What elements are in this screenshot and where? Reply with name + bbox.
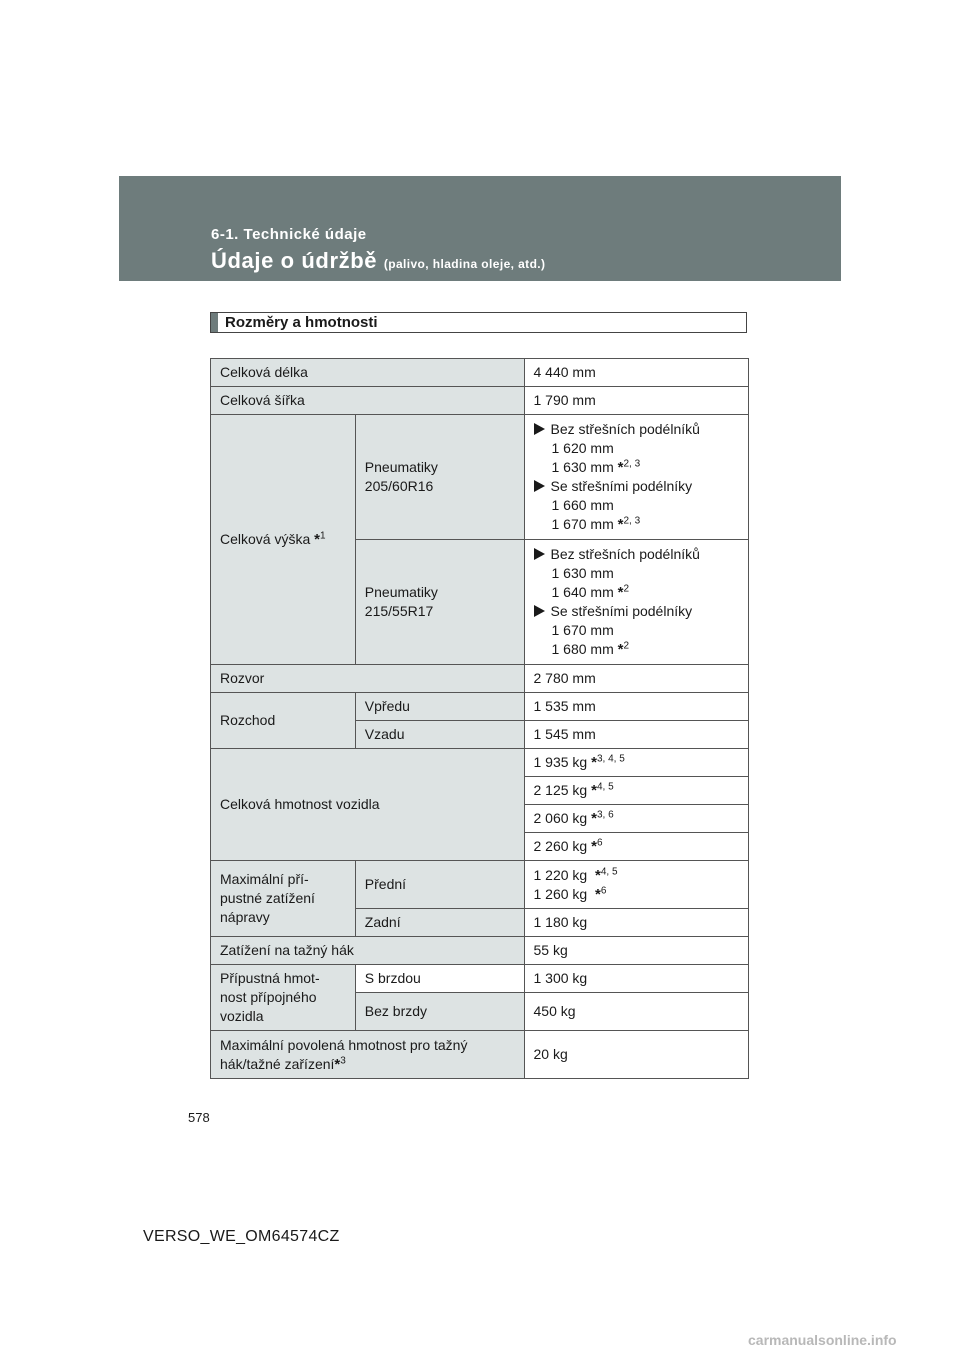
table-row [211, 1031, 749, 1079]
row-value: 2 060 kg *$^{3, 6}$ [524, 805, 749, 833]
list-item: Se střešními podélníky [534, 477, 740, 496]
footnote-star: * [314, 531, 320, 548]
tire-label [355, 415, 524, 540]
row-label: Přípustná hmot- nost přípojného vozidla [211, 965, 356, 1031]
tire-label-line: 205/60R16 [364, 478, 434, 494]
list-item: Se střešními podélníky [534, 602, 740, 621]
row-value: 1 300 kg [524, 965, 749, 993]
row-value: 2 125 kg *$^{4, 5}$ [524, 777, 749, 805]
chapter-header [119, 176, 841, 281]
tire-label-line: 215/55R17 [364, 603, 434, 619]
footnote-ref: 4, 5 [596, 781, 614, 793]
row-label-height [211, 415, 356, 665]
row-value: 2 780 mm [524, 665, 749, 693]
value-line: 1 680 mm *$^2$ [551, 640, 630, 658]
height-label: Celková výška [220, 531, 311, 547]
footnote-ref: 6 [600, 884, 607, 896]
height-values [524, 540, 749, 665]
sub-label: S brzdou [355, 965, 524, 993]
table-row [211, 937, 749, 965]
tire-label-line: Pneumatiky [364, 459, 438, 475]
row-label: Celková hmotnost vozidla [211, 749, 525, 861]
document-code: VERSO_WE_OM64574CZ [143, 1228, 340, 1245]
triangle-bullet-icon [534, 605, 545, 617]
table-row [211, 359, 749, 387]
row-value: 2 260 kg *$^6$ [524, 833, 749, 861]
footnote-ref: 4, 5 [600, 865, 618, 877]
footnote-star: * [617, 459, 624, 476]
sub-label: Vpředu [355, 693, 524, 721]
subheading-bar [211, 313, 218, 332]
row-value: 1 535 mm [524, 693, 749, 721]
row-value: 1 180 kg [524, 909, 749, 937]
row-value: 20 kg [524, 1031, 749, 1079]
table-row [211, 387, 749, 415]
row-label: Rozvor [211, 665, 525, 693]
value-line: 1 670 mm *$^{2, 3}$ [551, 515, 641, 533]
subheading-box [210, 312, 747, 333]
footnote-ref: 1 [320, 530, 326, 542]
triangle-bullet-icon [534, 548, 545, 560]
row-value: 55 kg [524, 937, 749, 965]
triangle-bullet-icon [534, 423, 545, 435]
row-value: 1 545 mm [524, 721, 749, 749]
subheading-text: Rozměry a hmotnosti [225, 314, 378, 331]
value-line: 1 630 mm [551, 565, 614, 581]
footnote-ref: 3, 6 [596, 809, 614, 821]
page-title [211, 248, 545, 274]
page-number: 578 [188, 1110, 210, 1125]
footnote-star: * [617, 584, 624, 601]
section-label: 6-1. Technické údaje [211, 226, 367, 243]
tire-label [355, 540, 524, 665]
watermark: carmanualsonline.info [748, 1332, 897, 1348]
height-values [524, 415, 749, 540]
table-row [211, 861, 749, 909]
title-main: Údaje o údržbě [211, 248, 378, 273]
value-line: 1 660 mm [551, 497, 614, 513]
sub-label: Zadní [355, 909, 524, 937]
row-label: Rozchod [211, 693, 356, 749]
footnote-ref: 6 [596, 837, 603, 849]
table-row [211, 665, 749, 693]
triangle-bullet-icon [534, 480, 545, 492]
footnote-star: * [617, 641, 624, 658]
footnote-ref: 2, 3 [623, 515, 641, 527]
footnote-star: * [591, 810, 597, 827]
row-value: 1 935 kg *$^{3, 4, 5}$ [524, 749, 749, 777]
table-row [211, 965, 749, 993]
value-line: 1 670 mm [551, 622, 614, 638]
footnote-star: * [591, 838, 597, 855]
footnote-star: * [617, 516, 624, 533]
list-item: Bez střešních podélníků [534, 420, 740, 439]
tire-label-line: Pneumatiky [364, 584, 438, 600]
sub-label: Bez brzdy [355, 993, 524, 1031]
footnote-star: * [595, 866, 601, 884]
row-label: Zatížení na tažný hák [211, 937, 525, 965]
footnote-ref: 2 [623, 583, 630, 595]
table-row [211, 693, 749, 721]
row-value: 4 440 mm [524, 359, 749, 387]
title-subtitle: (palivo, hladina oleje, atd.) [383, 257, 546, 271]
footnote-star: * [334, 1055, 341, 1073]
value-line: 1 620 mm [551, 440, 614, 456]
sub-label: Přední [355, 861, 524, 909]
table-row [211, 749, 749, 777]
sub-label: Vzadu [355, 721, 524, 749]
footnote-ref: 2, 3 [623, 458, 641, 470]
row-label: Maximální pří- pustné zatížení nápravy [211, 861, 356, 937]
row-value: 1 220 kg *$^{4, 5}$ 1 260 kg *$^6$ [524, 861, 749, 909]
footnote-star: * [591, 754, 597, 771]
dimensions-table [210, 358, 749, 1079]
row-value: 1 790 mm [524, 387, 749, 415]
value-line: 1 640 mm *$^2$ [551, 583, 630, 601]
row-label: Maximální povolená hmotnost pro tažný hák/tažné zařízení*$^3$ [211, 1031, 525, 1079]
footnote-star: * [595, 885, 601, 903]
table-row [211, 415, 749, 540]
footnote-ref: 3, 4, 5 [596, 753, 625, 765]
footnote-ref: 3 [340, 1054, 346, 1066]
footnote-star: * [591, 782, 597, 799]
footnote-ref: 2 [623, 640, 630, 652]
value-line: 1 630 mm *$^{2, 3}$ [551, 458, 641, 476]
row-label: Celková délka [211, 359, 525, 387]
row-value: 450 kg [524, 993, 749, 1031]
row-label: Celková šířka [211, 387, 525, 415]
list-item: Bez střešních podélníků [534, 545, 740, 564]
